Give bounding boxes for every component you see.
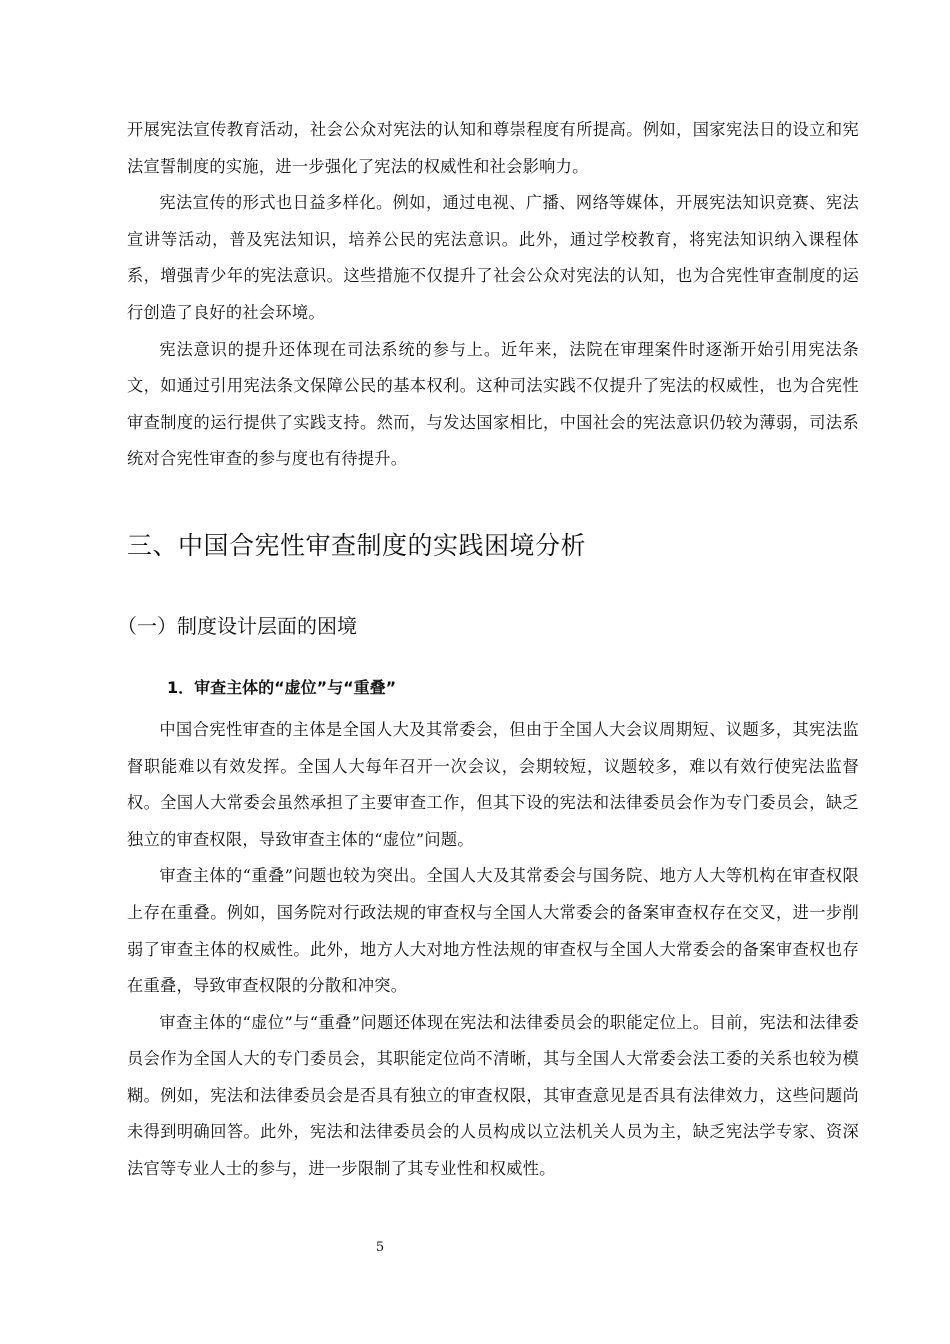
paragraph: 宪法意识的提升还体现在司法系统的参与上。近年来，法院在审理案件时逐渐开始引用宪法条文，如通过引用宪法条文保障公民的基本权利。这种司法实践不仅提升了宪法的权威性，也为合宪性审查制度的运行提供了实践支持。然而，与发达国家相比，中国社会的宪法意识仍较为薄弱，司法系统对合宪性审查的参与度也有待提升。 <box>127 339 859 469</box>
paragraph: 宪法宣传的形式也日益多样化。例如，通过电视、广播、网络等媒体，开展宪法知识竞赛、宪法宣讲等活动，普及宪法知识，培养公民的宪法意识。此外，通过学校教育，将宪法知识纳入课程体系，增强青少年的宪法意识。这些措施不仅提升了社会公众对宪法的认知，也为合宪性审查制度的运行创造了良好的社会环境。 <box>127 193 859 322</box>
page-content <box>117 112 859 1188</box>
section-heading: 三、中国合宪性审查制度的实践困境分析 <box>127 530 587 560</box>
paragraph-continued: 开展宪法宣传教育活动，社会公众对宪法的认知和尊崇程度有所提高。例如，国家宪法日的设立和宪法宣誓制度的实施，进一步强化了宪法的权威性和社会影响力。 <box>127 120 859 176</box>
paragraph: 审查主体的“重叠”问题也较为突出。全国人大及其常委会与国务院、地方人大等机构在审查权限上存在重叠。例如，国务院对行政法规的审查权与全国人大常委会的备案审查权存在交叉，进一步削弱了审查主体的权威性。此外，地方人大对地方性法规的审查权与全国人大常委会的备案审查权也存在重叠，导致审查权限的分散和冲突。 <box>127 866 859 996</box>
page-number: 5 <box>375 1240 385 1255</box>
paragraph: 中国合宪性审查的主体是全国人大及其常委会，但由于全国人大会议周期短、议题多，其宪法监督职能难以有效发挥。全国人大每年召开一次会议，会期较短，议题较多，难以有效行使宪法监督权。全国人大常委会虽然承担了主要审查工作，但其下设的宪法和法律委员会作为专门委员会，缺乏独立的审查权限，导致审查主体的“虚位”问题。 <box>127 719 859 849</box>
item-heading: 1．审查主体的“虚位”与“重叠” <box>167 677 397 697</box>
paragraph: 审查主体的“虚位”与“重叠”问题还体现在宪法和法律委员会的职能定位上。目前，宪法和法律委员会作为全国人大的专门委员会，其职能定位尚不清晰，其与全国人大常委会法工委的关系也较为模糊。例如，宪法和法律委员会是否具有独立的审查权限，其审查意见是否具有法律效力，这些问题尚未得到明确回答。此外，宪法和法律委员会的人员构成以立法机关人员为主，缺乏宪法学专家、资深法官等专业人士的参与，进一步限制了其专业性和权威性。 <box>127 1012 859 1179</box>
subsection-heading: （一）制度设计层面的困境 <box>117 613 357 638</box>
